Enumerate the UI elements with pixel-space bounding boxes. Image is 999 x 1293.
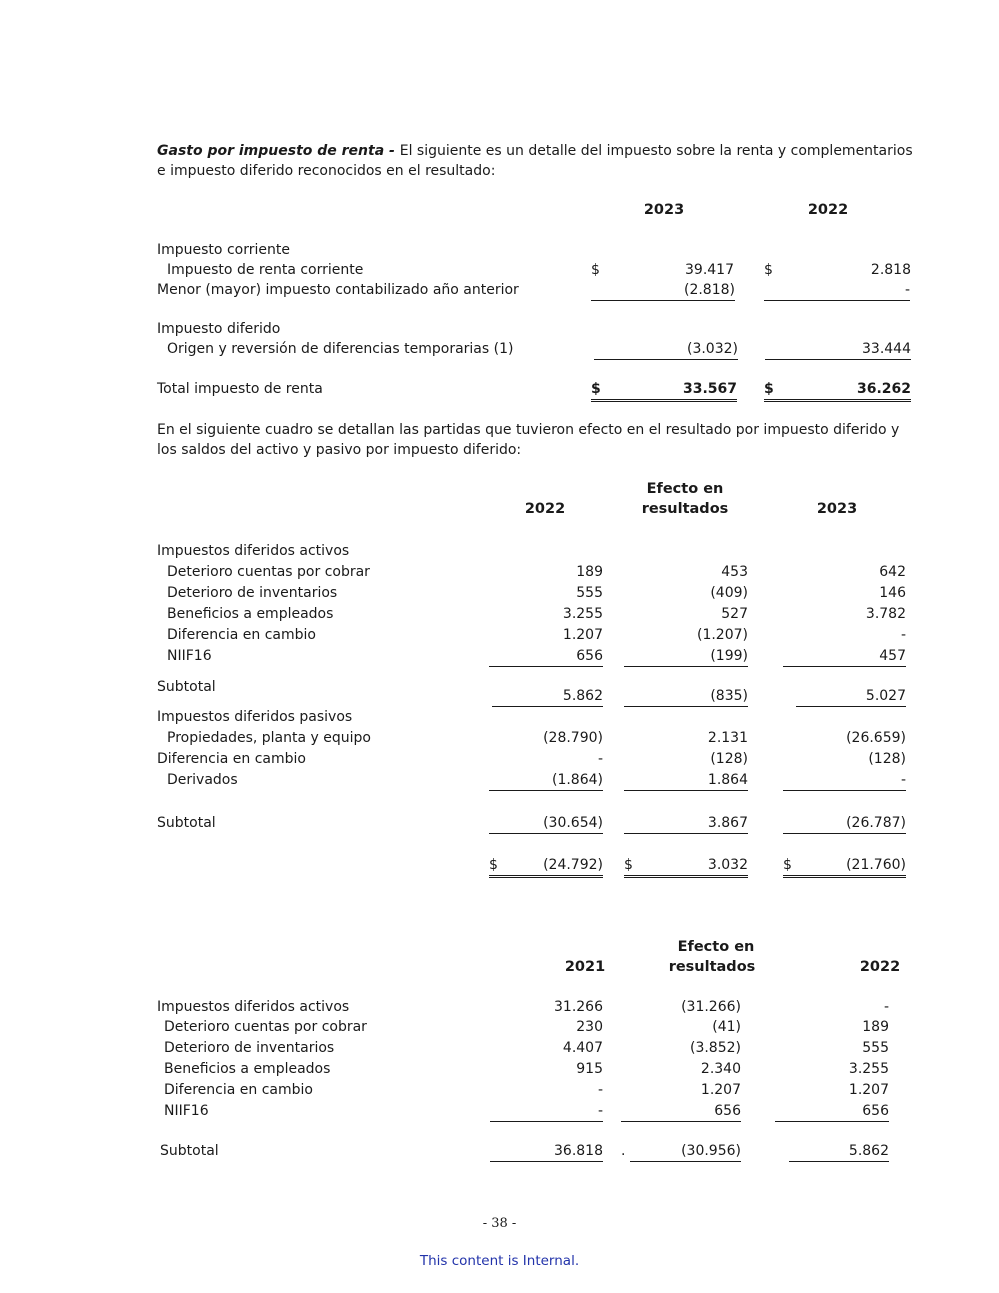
t1-row-label: Origen y reversión de diferencias temporarias (1): [167, 341, 514, 357]
t3-col-efecto-line2: resultados: [668, 959, 756, 975]
t3-value: -: [597, 1082, 603, 1098]
t2-total-value: 3.032: [624, 855, 748, 878]
t2-value: 2.131: [707, 730, 748, 746]
t3-row-label: Impuestos diferidos activos: [157, 999, 350, 1015]
t3-subtotal-value: (30.956): [630, 1141, 741, 1162]
t1-row-label: Impuesto de renta corriente: [167, 262, 364, 278]
t3-row-label: Deterioro cuentas por cobrar: [164, 1019, 367, 1035]
t2-row-label: NIIF16: [167, 648, 212, 664]
t2-col-efecto-line1: Efecto en: [646, 481, 724, 497]
t2-row-label: Impuestos diferidos activos: [157, 543, 350, 559]
t1-value: (3.032): [594, 339, 738, 360]
t3-value: (31.266): [681, 999, 741, 1015]
t2-value: 3.255: [562, 606, 603, 622]
t3-value: 2.340: [700, 1061, 741, 1077]
t3-col-2022: 2022: [859, 959, 901, 975]
t3-subtotal-value: 36.818: [490, 1141, 603, 1162]
t2-row-label: Beneficios a empleados: [167, 606, 334, 622]
t1-col-2022: 2022: [807, 202, 849, 218]
t1-row-label: Impuesto diferido: [157, 321, 281, 337]
t2-value: (26.659): [846, 730, 906, 746]
t2-subtotal-label: Subtotal: [157, 679, 216, 695]
t1-currency-symbol: $: [764, 262, 773, 278]
t2-currency-symbol: $: [783, 857, 792, 873]
t3-value: (41): [712, 1019, 741, 1035]
t3-row-label: Beneficios a empleados: [164, 1061, 331, 1077]
t3-value: 1.207: [848, 1082, 889, 1098]
t2-value: 642: [879, 564, 906, 580]
t2-subtotal-value: 5.027: [796, 686, 906, 707]
t2-row-label: Impuestos diferidos pasivos: [157, 709, 353, 725]
t2-value: (1.207): [696, 627, 748, 643]
t2-total-value: (21.760): [783, 855, 906, 878]
t3-row-label: NIIF16: [164, 1103, 209, 1119]
t2-row-label: Diferencia en cambio: [167, 627, 316, 643]
t1-total-value: 36.262: [764, 379, 911, 402]
t3-value: -: [883, 999, 889, 1015]
t3-col-2021: 2021: [564, 959, 606, 975]
t2-value: -: [597, 751, 603, 767]
t3-subtotal-label: Subtotal: [160, 1143, 219, 1159]
t1-row-label: Total impuesto de renta: [157, 381, 323, 397]
t3-value: -: [490, 1101, 603, 1122]
page-number: - 38 -: [482, 1216, 517, 1231]
t1-value: 39.417: [685, 262, 734, 278]
t2-value: (28.790): [543, 730, 603, 746]
t2-row-label: Derivados: [167, 772, 238, 788]
t3-value: 915: [576, 1061, 603, 1077]
t2-value: (199): [624, 646, 748, 667]
t1-currency-symbol: $: [591, 381, 601, 397]
t2-subtotal-value: 5.862: [492, 686, 603, 707]
t2-total-value: (24.792): [489, 855, 603, 878]
t1-total-value: 33.567: [591, 379, 737, 402]
t1-value: -: [764, 280, 910, 301]
t2-col-2023: 2023: [816, 501, 858, 517]
t2-subtotal-value: (30.654): [489, 813, 603, 834]
classification-label: This content is Internal.: [419, 1253, 580, 1269]
t2-subtotal-value: (835): [624, 686, 748, 707]
t3-value: 656: [775, 1101, 889, 1122]
t1-value: (2.818): [591, 280, 735, 301]
t2-row-label: Diferencia en cambio: [157, 751, 306, 767]
t2-currency-symbol: $: [489, 857, 498, 873]
t3-value: 555: [862, 1040, 889, 1056]
t2-value: 453: [721, 564, 748, 580]
t1-row-label: Menor (mayor) impuesto contabilizado año anterior: [157, 282, 519, 298]
t2-row-label: Propiedades, planta y equipo: [167, 730, 371, 746]
t1-col-2023: 2023: [643, 202, 685, 218]
t2-value: 1.207: [562, 627, 603, 643]
t2-value: 555: [576, 585, 603, 601]
t1-value: 33.444: [765, 339, 911, 360]
intro-text: El siguiente es un detalle del impuesto sobre la renta y complementarios e impuesto diferido reconocidos en el resultado:: [157, 143, 913, 179]
t2-row-label: Deterioro de inventarios: [167, 585, 338, 601]
deferred-tax-paragraph: En el siguiente cuadro se detallan las partidas que tuvieron efecto en el resultado por impuesto diferido y los saldos del activo y pasivo por impuesto diferido:: [157, 422, 900, 458]
t3-row-label: Diferencia en cambio: [164, 1082, 313, 1098]
t3-value: 31.266: [554, 999, 603, 1015]
t2-subtotal-value: 3.867: [624, 813, 748, 834]
t3-subtotal-value: 5.862: [789, 1141, 889, 1162]
t3-value: (3.852): [689, 1040, 741, 1056]
t3-value: 1.207: [700, 1082, 741, 1098]
t2-col-2022: 2022: [524, 501, 566, 517]
t1-row-label: Impuesto corriente: [157, 242, 290, 258]
intro-lead: Gasto por impuesto de renta -: [157, 143, 400, 159]
t2-value: (128): [868, 751, 906, 767]
t3-value: 656: [621, 1101, 741, 1122]
t2-value: (128): [710, 751, 748, 767]
t2-value: (409): [710, 585, 748, 601]
t2-value: 1.864: [624, 770, 748, 791]
t3-stray-dot: .: [621, 1143, 626, 1159]
t2-value: 457: [783, 646, 906, 667]
t3-value: 3.255: [848, 1061, 889, 1077]
t1-currency-symbol: $: [591, 262, 600, 278]
t2-subtotal-value: (26.787): [783, 813, 906, 834]
t1-value: 2.818: [870, 262, 911, 278]
t2-value: 656: [489, 646, 603, 667]
t3-row-label: Deterioro de inventarios: [164, 1040, 335, 1056]
t3-value: 4.407: [562, 1040, 603, 1056]
t2-currency-symbol: $: [624, 857, 633, 873]
intro-paragraph: [157, 141, 917, 181]
t3-value: 189: [862, 1019, 889, 1035]
t3-value: 230: [576, 1019, 603, 1035]
t2-value: 146: [879, 585, 906, 601]
t2-value: 527: [721, 606, 748, 622]
t2-value: 189: [576, 564, 603, 580]
t2-row-label: Deterioro cuentas por cobrar: [167, 564, 370, 580]
t2-col-efecto-line2: resultados: [641, 501, 729, 517]
t2-subtotal-label: Subtotal: [157, 815, 216, 831]
t2-value: (1.864): [489, 770, 603, 791]
t2-value: -: [783, 770, 906, 791]
t2-value: 3.782: [865, 606, 906, 622]
t3-col-efecto-line1: Efecto en: [677, 939, 755, 955]
t1-currency-symbol: $: [764, 381, 774, 397]
t2-value: -: [900, 627, 906, 643]
